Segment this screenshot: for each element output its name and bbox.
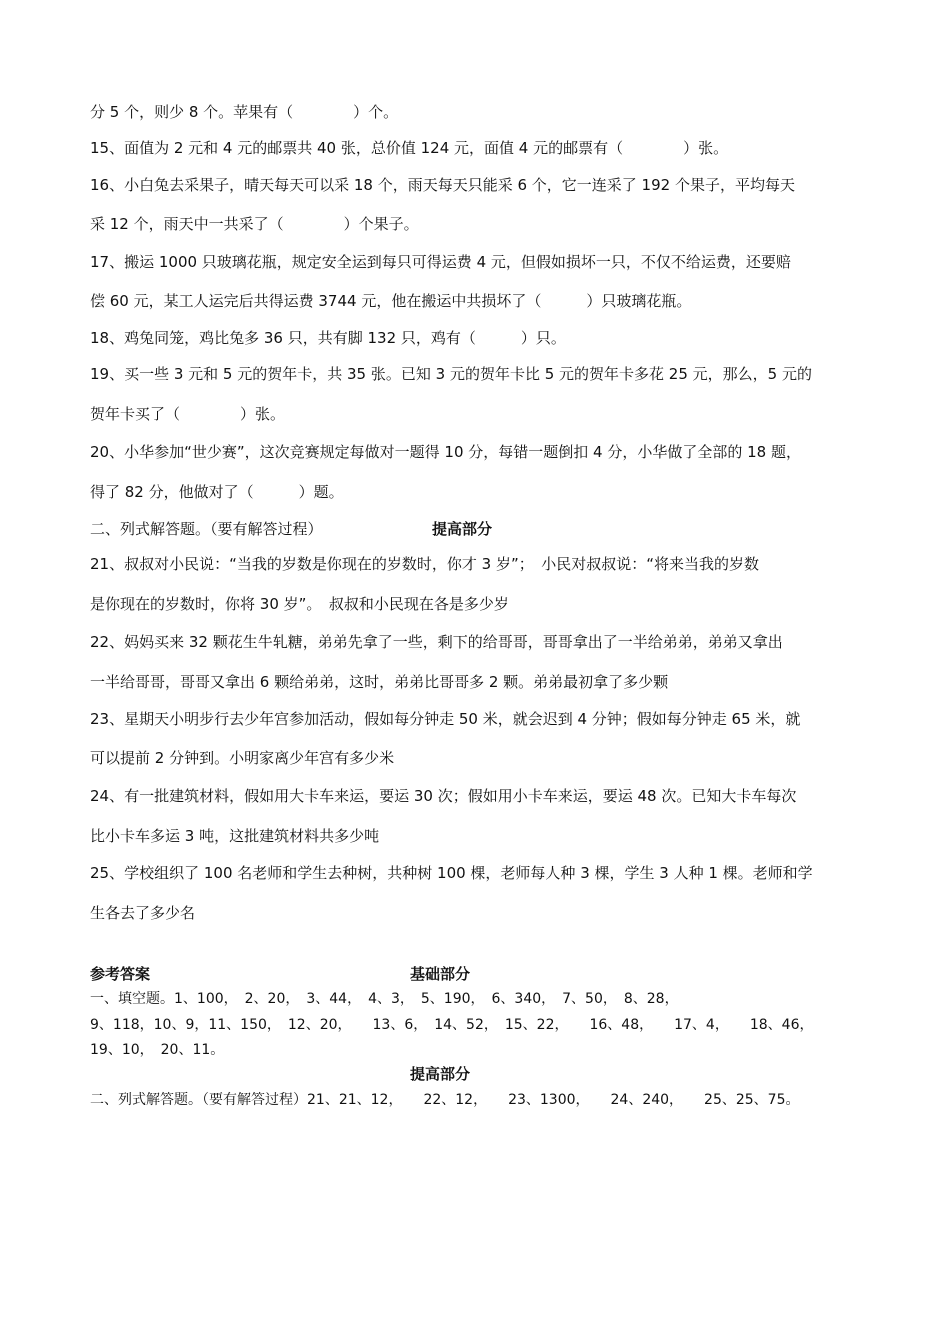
section-2-heading: 二、列式解答题。（要有解答过程） xyxy=(90,520,323,538)
answers-line-4: 二、列式解答题。（要有解答过程）21、21、12， 22、12， 23、1300， 24、240， 25、25、75。 xyxy=(90,1092,800,1108)
question-16-line1: 16、小白兔去采果子，晴天每天可以采 18 个，雨天每天只能采 6 个，它一连采了 192 个果子，平均每天 xyxy=(90,176,795,194)
problem-23-line2: 可以提前 2 分钟到。小明家离少年宫有多少米 xyxy=(90,749,395,767)
problem-22-line1: 22、妈妈买来 32 颗花生牛轧糖，弟弟先拿了一些，剩下的给哥哥，哥哥拿出了一半给弟弟，弟弟又拿出 xyxy=(90,633,783,651)
answers-line-1: 一、填空题。1、100， 2、20， 3、44， 4、3， 5、190， 6、340， 7、50， 8、28， xyxy=(90,991,679,1007)
answers-line-3: 19、10， 20、11。 xyxy=(90,1042,225,1058)
question-16-line2: 采 12 个，雨天中一共采了（ ）个果子。 xyxy=(90,215,419,233)
question-17-line2: 偿 60 元，某工人运完后共得运费 3744 元，他在搬运中共损坏了（ ）只玻璃花瓶。 xyxy=(90,292,692,310)
answers-advanced-label: 提高部分 xyxy=(410,1065,471,1083)
question-14-tail: 分 5 个，则少 8 个。苹果有（ ）个。 xyxy=(90,103,399,121)
section-2-label: 提高部分 xyxy=(432,520,493,538)
question-20-line2: 得了 82 分，他做对了（ ）题。 xyxy=(90,483,344,501)
problem-23-line1: 23、星期天小明步行去少年宫参加活动，假如每分钟走 50 米，就会迟到 4 分钟；假如每分钟走 65 米，就 xyxy=(90,710,801,728)
problem-24-line2: 比小卡车多运 3 吨，这批建筑材料共多少吨 xyxy=(90,827,380,845)
question-15: 15、面值为 2 元和 4 元的邮票共 40 张，总价值 124 元，面值 4 元的邮票有（ ）张。 xyxy=(90,139,729,157)
question-19-line2: 贺年卡买了（ ）张。 xyxy=(90,405,286,423)
problem-21-line1: 21、叔叔对小民说：“当我的岁数是你现在的岁数时，你才 3 岁”； 小民对叔叔说：“将来当我的岁数 xyxy=(90,555,759,573)
problem-22-line2: 一半给哥哥，哥哥又拿出 6 颗给弟弟，这时，弟弟比哥哥多 2 颗。弟弟最初拿了多少颗 xyxy=(90,673,669,691)
question-18: 18、鸡兔同笼，鸡比兔多 36 只，共有脚 132 只，鸡有（ ）只。 xyxy=(90,329,566,347)
answers-basic-label: 基础部分 xyxy=(410,965,471,983)
question-19-line1: 19、买一些 3 元和 5 元的贺年卡，共 35 张。已知 3 元的贺年卡比 5 元的贺年卡多花 25 元，那么，5 元的 xyxy=(90,365,812,383)
problem-24-line1: 24、有一批建筑材料，假如用大卡车来运，要运 30 次；假如用小卡车来运，要运 48 次。已知大卡车每次 xyxy=(90,787,797,805)
answers-line-2: 9、118，10、9，11、150， 12、20， 13、6， 14、52， 15、22， 16、48， 17、4， 18、46， xyxy=(90,1017,814,1033)
problem-25-line2: 生各去了多少名 xyxy=(90,904,196,922)
answers-title: 参考答案 xyxy=(90,965,151,983)
question-17-line1: 17、搬运 1000 只玻璃花瓶，规定安全运到每只可得运费 4 元，但假如损坏一只，不仅不给运费，还要赔 xyxy=(90,253,791,271)
problem-25-line1: 25、学校组织了 100 名老师和学生去种树，共种树 100 棵，老师每人种 3 棵，学生 3 人种 1 棵。老师和学 xyxy=(90,864,813,882)
problem-21-line2: 是你现在的岁数时，你将 30 岁”。 叔叔和小民现在各是多少岁 xyxy=(90,595,509,613)
question-20-line1: 20、小华参加“世少赛”，这次竞赛规定每做对一题得 10 分，每错一题倒扣 4 分，小华做了全部的 18 题， xyxy=(90,443,801,461)
